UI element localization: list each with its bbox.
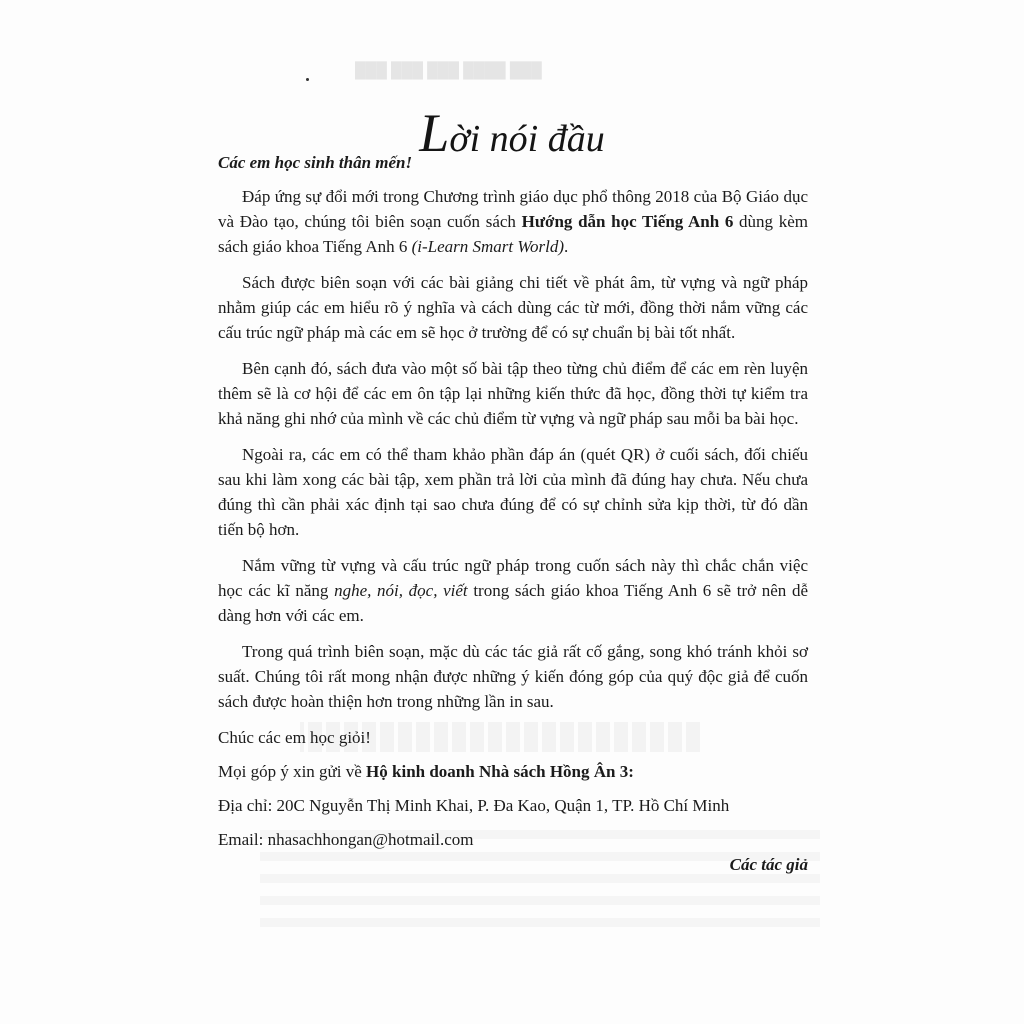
body-text: [218, 153, 808, 861]
book-title-bold: Hướng dẫn học Tiếng Anh 6: [521, 212, 734, 231]
email-line: Email: nhasachhongan@hotmail.com: [218, 830, 474, 849]
paragraph-2: Sách được biên soạn với các bài giảng chi tiết về phát âm, từ vựng và ngữ pháp nhằm giúp các em hiểu rõ ý nghĩa và cách dùng các từ mới, đồng thời nắm vững các cấu trúc ngữ pháp mà các em sẽ học ở trường để có sự chuẩn bị bài tốt nhất.: [218, 273, 808, 342]
paragraph-5-text: Nắm vững từ vựng và cấu trúc ngữ pháp trong cuốn sách này thì chắc chắn việc học các kĩ năng: [218, 556, 808, 600]
contact-name: Hộ kinh doanh Nhà sách Hồng Ân 3:: [366, 762, 634, 781]
paragraph-5: [218, 553, 808, 628]
signature: Các tác giả: [729, 855, 808, 874]
paragraph-1-end: .: [564, 237, 569, 256]
paragraph-1: [218, 184, 808, 259]
textbook-name-italic: (i-Learn Smart World): [411, 237, 564, 256]
paragraph-1-text: Đáp ứng sự đổi mới trong Chương trình giáo dục phổ thông 2018 của Bộ Giáo dục và Đào tạo, chúng tôi biên soạn cuốn sách: [218, 187, 808, 231]
greeting: Các em học sinh thân mến!: [218, 153, 413, 172]
ink-dot: [306, 78, 309, 81]
bleed-through-text: ███ ████ ███ ███ ███: [355, 62, 542, 79]
paragraph-3: Bên cạnh đó, sách đưa vào một số bài tập theo từng chủ điểm để các em rèn luyện thêm sẽ là cơ hội để các em ôn tập lại những kiến thức đã học, đồng thời tự kiểm tra khả năng ghi nhớ của mình về các chủ điểm từ vựng và ngữ pháp sau mỗi ba bài học.: [218, 359, 808, 428]
contact-line: [218, 759, 808, 784]
closing-wish: Chúc các em học giỏi!: [218, 728, 371, 747]
paragraph-6: Trong quá trình biên soạn, mặc dù các tác giả rất cố gắng, song khó tránh khỏi sơ suất. Chúng tôi rất mong nhận được những ý kiến đóng góp của quý độc giả để cuốn sách được hoàn thiện hơn trong những lần in sau.: [218, 642, 808, 711]
address-line: Địa chỉ: 20C Nguyễn Thị Minh Khai, P. Đa Kao, Quận 1, TP. Hồ Chí Minh: [218, 796, 730, 815]
title-rest: ời nói đầu: [449, 118, 605, 160]
contact-prefix: Mọi góp ý xin gửi về: [218, 762, 367, 781]
paragraph-5-end: trong sách giáo khoa Tiếng Anh 6 sẽ trở nên dễ dàng hơn với các em.: [218, 581, 808, 625]
title-initial: L: [419, 103, 450, 163]
skills-italic: nghe, nói, đọc, viết: [334, 581, 468, 600]
paragraph-1-text-middle: dùng kèm sách giáo khoa Tiếng Anh 6: [218, 212, 808, 256]
paragraph-4: Ngoài ra, các em có thể tham khảo phần đáp án (quét QR) ở cuối sách, đối chiếu sau khi làm xong các bài tập, xem phần trả lời của mình đã đúng hay chưa. Nếu chưa đúng thì cần phải xác định tại sao chưa đúng để có sự chỉnh sửa kịp thời, từ đó dần tiến bộ hơn.: [218, 445, 808, 539]
